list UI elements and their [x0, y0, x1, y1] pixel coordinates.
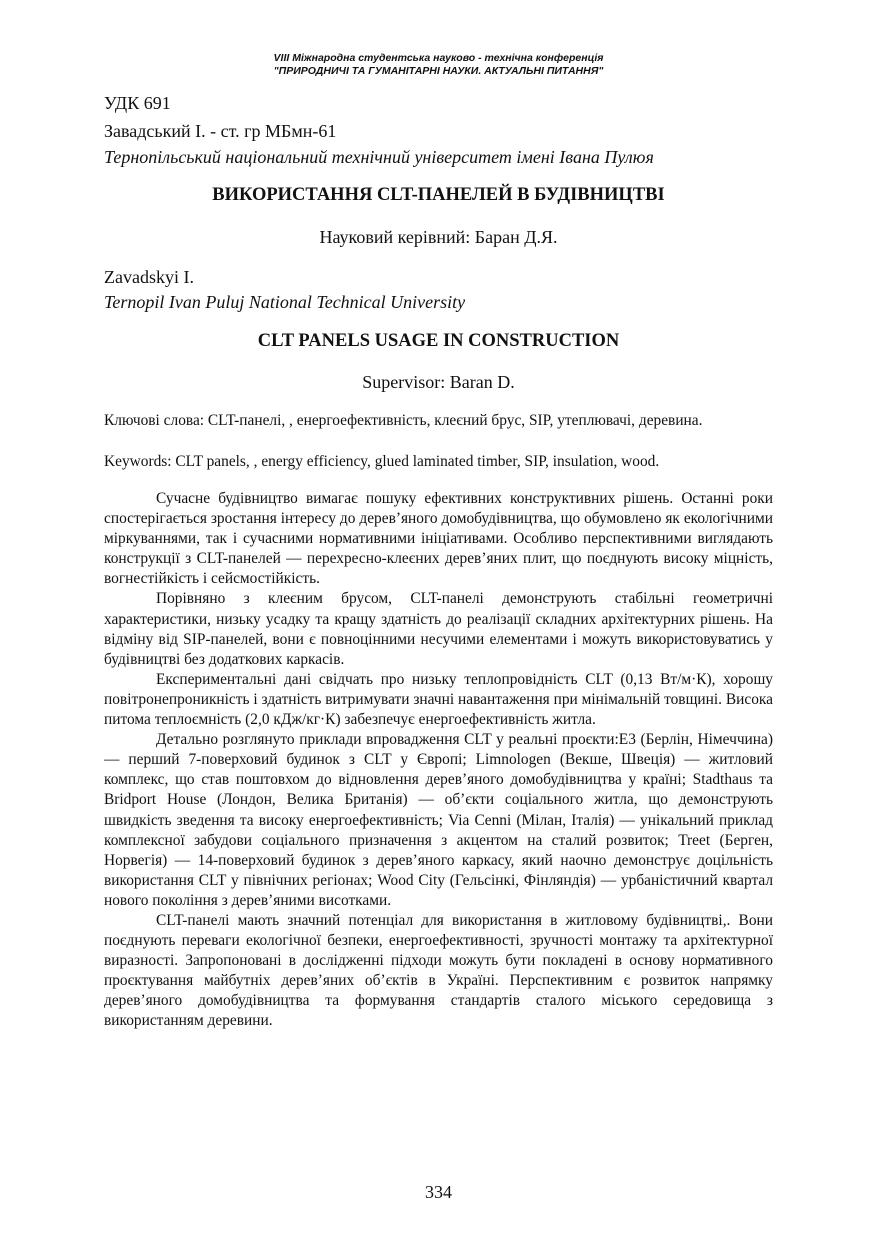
author-en: Zavadskyi I. — [104, 267, 194, 287]
keywords-ua: Ключові слова: CLT-панелі, , енергоефективність, клеєний брус, SIP, утеплювачі, деревина. — [104, 412, 703, 429]
supervisor-en: Supervisor: Baran D. — [362, 372, 515, 392]
title-ua: ВИКОРИСТАННЯ CLT-ПАНЕЛЕЙ В БУДІВНИЦТВІ — [212, 185, 665, 205]
page-number: 334 — [425, 1182, 452, 1202]
affiliation-ua: Тернопільський національний технічний університет імені Івана Пулюя — [104, 147, 654, 167]
conference-name: VIII Міжнародна студентська науково - технічна конференція — [273, 52, 604, 64]
abstract-body — [104, 489, 773, 1032]
author-ua: Завадський І. - ст. гр МБмн-61 — [104, 121, 337, 141]
title-en: CLT PANELS USAGE IN CONSTRUCTION — [257, 331, 620, 351]
paragraph: CLT-панелі мають значний потенціал для використання в житловому будівництві,. Вони поєднують переваги екологічної безпеки, енергоефективності, зручності монтажу та архітектурної виразності. Запропоновані в дослідженні підходи можуть бути покладені в основу нормативного проєктування майбутніх дерев’яних об’єктів в Україні. Перспективним є розвиток напрямку дерев’яного домобудівництва та формування стандартів сталого міського середовища з використанням деревини. — [104, 911, 773, 1030]
udc-code: УДК 691 — [104, 93, 171, 113]
keywords-en: Keywords: CLT panels, , energy efficiency, glued laminated timber, SIP, insulation, wood. — [104, 453, 660, 470]
paragraph: Порівняно з клеєним брусом, CLT-панелі демонструють стабільні геометричні характеристики, низьку усадку та кращу здатність до реалізації складних архітектурних рішень. На відміну від SIP-панелей, вони є повноцінними несучими елементами і можуть використовуватись у будівництві без додаткових каркасів. — [104, 590, 773, 668]
paragraph: Сучасне будівництво вимагає пошуку ефективних конструктивних рішень. Останні роки спостерігається зростання інтересу до дерев’яного домобудівництва, що обумовлено як екологічними міркуваннями, так і сучасними нормативними ініціативами. Особливо перспективними виглядають конструкції з CLT-панелей — перехресно-клеєних дерев’яних плит, що поєднують високу міцність, вогнестійкість і сейсмостійкість. — [104, 490, 773, 588]
conference-header — [104, 52, 773, 78]
supervisor-ua: Науковий керівний: Баран Д.Я. — [319, 227, 558, 247]
paragraph: Експериментальні дані свідчать про низьку теплопровідність CLT (0,13 Вт/м·К), хорошу повітронепроникність і здатність витримувати значні навантаження при мінімальній товщині. Висока питома теплоємність (2,0 кДж/кг·К) забезпечує енергоефективність житла. — [104, 670, 773, 729]
affiliation-en: Ternopil Ivan Puluj National Technical University — [104, 292, 466, 312]
paragraph: Детально розглянуто приклади впровадження CLT у реальні проєкти:E3 (Берлін, Німеччина) — перший 7-поверховий будинок з CLT у Європі; Limnologen (Векше, Швеція) — житловий комплекс, що став поштовхом до відновлення дерев’яного домобудівництва у країні; Stadthaus та Bridport House (Лондон, Велика Британія) — об’єкти соціального житла, що демонструють швидкість зведення та високу енергоефективність; Via Cenni (Мілан, Італія) — унікальний приклад комплексної забудови соціального призначення з акцентом на сталий розвиток; Treet (Берген, Норвегія) — 14-поверховий будинок з дерев’яного каркасу, який наочно демонструє доцільність використання CLT у північних регіонах; Wood City (Гельсінкі, Фінляндія) — урбаністичний квартал нового покоління з дерев’яними висотками. — [104, 731, 773, 909]
conference-theme: "ПРИРОДНИЧІ ТА ГУМАНІТАРНІ НАУКИ. АКТУАЛЬНІ ПИТАННЯ" — [273, 65, 604, 77]
